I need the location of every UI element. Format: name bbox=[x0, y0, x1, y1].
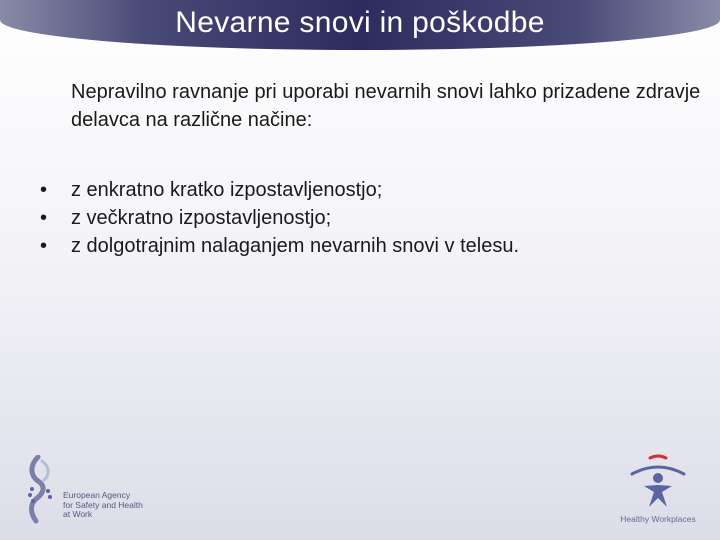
agency-name: European Agency for Safety and Health at Work bbox=[63, 490, 143, 519]
bullet-text: z enkratno kratko izpostavljenostjo; bbox=[71, 179, 383, 201]
bullet-list bbox=[40, 176, 700, 260]
bullet-icon: • bbox=[40, 179, 48, 201]
list-item bbox=[40, 232, 700, 260]
list-item bbox=[40, 176, 700, 204]
campaign-name: Healthy Workplaces bbox=[620, 514, 696, 524]
healthy-workplaces-logo-icon bbox=[620, 452, 700, 512]
intro-text: Nepravilno ravnanje pri uporabi nevarnih snovi lahko prizadene zdravje delavca na različne načine: bbox=[71, 81, 701, 131]
bullet-text: z večkratno izpostavljenostjo; bbox=[71, 207, 332, 229]
list-item bbox=[40, 204, 700, 232]
bullet-icon: • bbox=[40, 207, 48, 229]
bullet-text: z dolgotrajnim nalaganjem nevarnih snovi v telesu. bbox=[71, 235, 520, 257]
bullet-icon: • bbox=[40, 235, 48, 257]
slide-title: Nevarne snovi in poškodbe bbox=[175, 6, 545, 39]
